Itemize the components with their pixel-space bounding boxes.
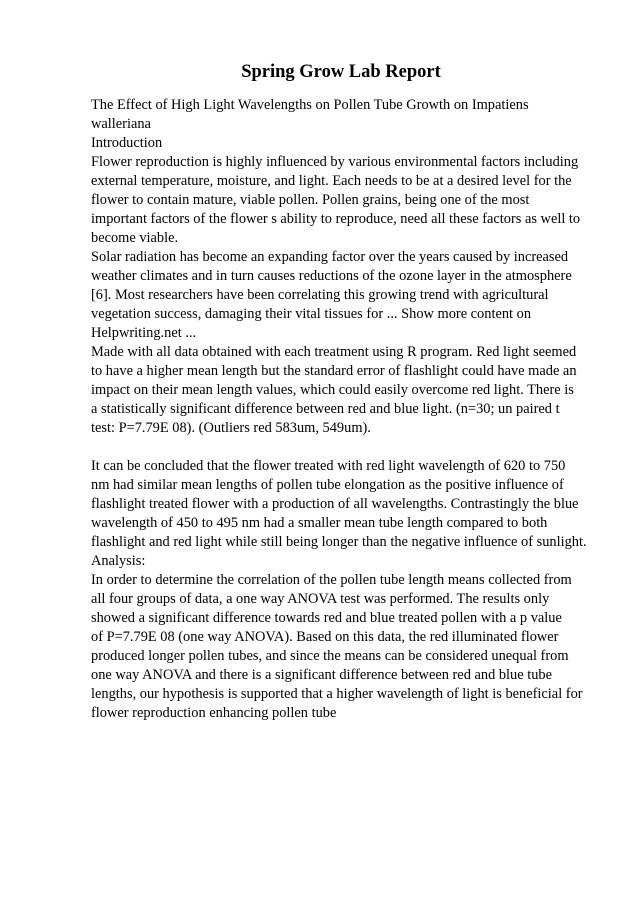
text-line: external temperature, moisture, and light. Each needs to be at a desired level for the bbox=[91, 173, 572, 189]
text-line: test: P=7.79E 08). (Outliers red 583um, 549um). bbox=[91, 420, 371, 436]
text-line: It can be concluded that the flower treated with red light wavelength of 620 to 750 bbox=[91, 458, 566, 474]
text-line: vegetation success, damaging their vital tissues for ... Show more content on bbox=[91, 306, 532, 322]
text-line: wavelength of 450 to 495 nm had a smaller mean tube length compared to both bbox=[91, 515, 548, 531]
text-line: Flower reproduction is highly influenced by various environmental factors including bbox=[91, 154, 579, 170]
text-line: a statistically significant difference between red and blue light. (n=30; un paired t bbox=[91, 401, 560, 417]
text-line: flashlight treated flower with a production of all wavelengths. Contrastingly the blue bbox=[91, 496, 579, 512]
text-line: flower reproduction enhancing pollen tube bbox=[91, 705, 337, 721]
text-line: nm had similar mean lengths of pollen tube elongation as the positive influence of bbox=[91, 477, 564, 493]
text-line: Helpwriting.net ... bbox=[91, 325, 197, 341]
document-title: Spring Grow Lab Report bbox=[241, 62, 441, 82]
text-line: showed a significant difference towards red and blue treated pollen with a p value bbox=[91, 610, 562, 626]
section-heading-analysis: Analysis: bbox=[91, 553, 146, 569]
text-line: produced longer pollen tubes, and since the means can be considered unequal from bbox=[91, 648, 569, 664]
text-line: weather climates and in turn causes reductions of the ozone layer in the atmosphere bbox=[91, 268, 572, 284]
text-line: of P=7.79E 08 (one way ANOVA). Based on this data, the red illuminated flower bbox=[91, 629, 559, 645]
text-line: important factors of the flower s ability to reproduce, need all these factors as well to bbox=[91, 211, 581, 227]
text-line: flower to contain mature, viable pollen. Pollen grains, being one of the most bbox=[91, 192, 530, 208]
text-line: to have a higher mean length but the standard error of flashlight could have made an bbox=[91, 363, 577, 379]
text-line: flashlight and red light while still being longer than the negative influence of sunlight. bbox=[91, 534, 587, 550]
text-line: In order to determine the correlation of the pollen tube length means collected from bbox=[91, 572, 572, 588]
text-line: The Effect of High Light Wavelengths on Pollen Tube Growth on Impatiens bbox=[91, 97, 529, 113]
text-line: Made with all data obtained with each treatment using R program. Red light seemed bbox=[91, 344, 577, 360]
document-body bbox=[91, 96, 601, 723]
text-line: one way ANOVA and there is a significant difference between red and blue tube bbox=[91, 667, 553, 683]
text-line: all four groups of data, a one way ANOVA test was performed. The results only bbox=[91, 591, 550, 607]
text-line: [6]. Most researchers have been correlating this growing trend with agricultural bbox=[91, 287, 549, 303]
text-line: impact on their mean length values, which could easily overcome red light. There is bbox=[91, 382, 574, 398]
text-line: become viable. bbox=[91, 230, 179, 246]
text-line: lengths, our hypothesis is supported that a higher wavelength of light is beneficial for bbox=[91, 686, 583, 702]
paragraph-gap bbox=[91, 438, 601, 457]
text-line: Solar radiation has become an expanding factor over the years caused by increased bbox=[91, 249, 569, 265]
text-line: walleriana bbox=[91, 116, 151, 132]
section-heading-introduction: Introduction bbox=[91, 135, 163, 151]
